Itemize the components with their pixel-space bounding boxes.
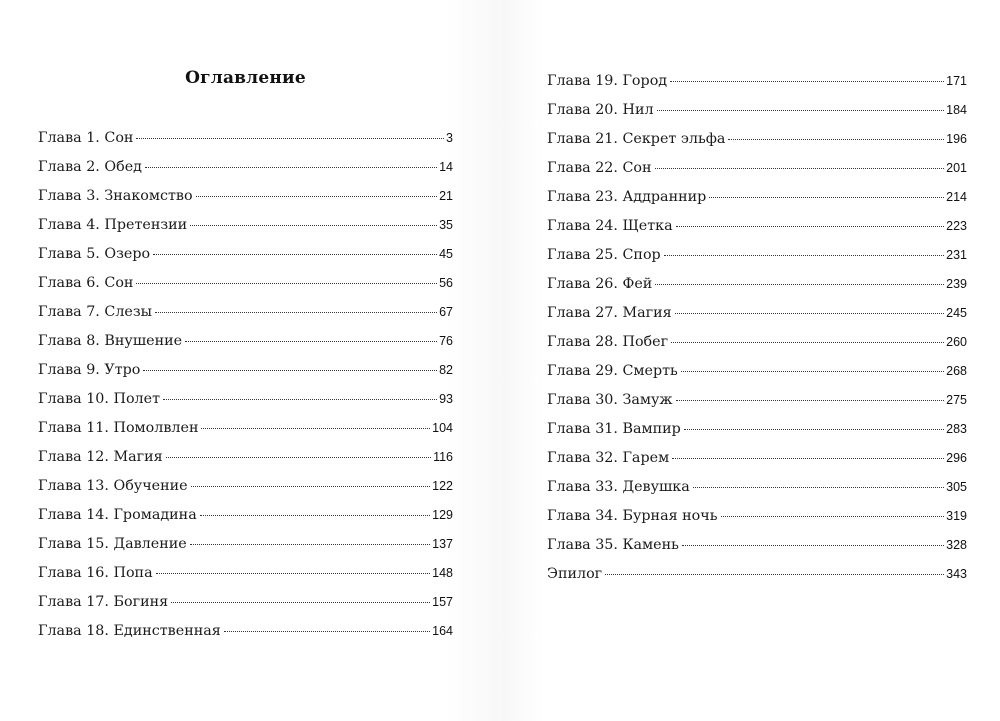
dot-leader (190, 211, 437, 226)
dot-leader (196, 182, 438, 197)
toc-entry (547, 128, 967, 157)
dot-leader (672, 444, 944, 459)
toc-entry-label: Глава 30. Замуж (547, 392, 673, 408)
dot-leader (145, 153, 437, 168)
toc-entry (547, 186, 967, 215)
toc-entry-label: Глава 27. Магия (547, 305, 672, 321)
toc-entry-page: 184 (946, 103, 967, 117)
toc-entry (38, 562, 453, 591)
toc-entry (38, 214, 453, 243)
toc-entry-label: Глава 17. Богиня (38, 594, 169, 610)
dot-leader (664, 241, 944, 256)
toc-entry-page: 214 (946, 190, 967, 204)
toc-entry (547, 476, 967, 505)
toc-entry (38, 185, 453, 214)
toc-entry (547, 99, 967, 128)
toc-entry (38, 620, 453, 649)
toc-entry-label: Глава 16. Попа (38, 565, 153, 581)
toc-entry-label: Глава 18. Единственная (38, 623, 221, 639)
toc-entry-label: Глава 2. Обед (38, 159, 142, 175)
toc-entry-page: 245 (946, 306, 967, 320)
dot-leader (201, 414, 430, 429)
toc-entry-label: Глава 19. Город (547, 73, 668, 89)
toc-entry-page: 171 (946, 74, 967, 88)
toc-entry (38, 504, 453, 533)
toc-entry-label: Глава 25. Спор (547, 247, 661, 263)
right-page (505, 0, 1000, 721)
dot-leader (166, 443, 431, 458)
toc-entry-label: Глава 5. Озеро (38, 246, 151, 262)
toc-entry-label: Глава 34. Бурная ночь (547, 508, 718, 524)
toc-entry (547, 389, 967, 418)
toc-entry-label: Глава 9. Утро (38, 362, 141, 378)
toc-entry-label: Глава 23. Аддраннир (547, 189, 707, 205)
toc-entry-page: 137 (432, 537, 453, 551)
toc-entry-page: 268 (946, 364, 967, 378)
toc-entry-page: 283 (946, 422, 967, 436)
toc-entry-label: Глава 13. Обучение (38, 478, 188, 494)
toc-entry (38, 156, 453, 185)
dot-leader (693, 473, 944, 488)
toc-entry-label: Глава 11. Помолвлен (38, 420, 199, 436)
toc-entry-page: 122 (432, 479, 453, 493)
toc-entry-label: Глава 12. Магия (38, 449, 163, 465)
dot-leader (655, 270, 944, 285)
toc-entry (547, 273, 967, 302)
toc-entry-page: 35 (439, 218, 453, 232)
toc-entry-label: Глава 14. Громадина (38, 507, 197, 523)
toc-entry-page: 129 (432, 508, 453, 522)
dot-leader (684, 415, 944, 430)
dot-leader (709, 183, 944, 198)
dot-leader (224, 617, 430, 632)
dot-leader (728, 125, 944, 140)
toc-entry-page: 223 (946, 219, 967, 233)
dot-leader (190, 530, 430, 545)
toc-entry-page: 14 (439, 160, 453, 174)
toc-entry (547, 505, 967, 534)
dot-leader (671, 328, 944, 343)
toc-entry-page: 21 (439, 189, 453, 203)
toc-entry (38, 272, 453, 301)
dot-leader (185, 327, 437, 342)
dot-leader (155, 298, 437, 313)
toc-entry-label: Глава 8. Внушение (38, 333, 183, 349)
toc-entry-label: Глава 24. Щетка (547, 218, 673, 234)
toc-title: Оглавление (185, 68, 306, 88)
dot-leader (156, 559, 431, 574)
toc-entry-page: 45 (439, 247, 453, 261)
dot-leader (721, 502, 945, 517)
toc-entry-label: Глава 10. Полет (38, 391, 160, 407)
toc-entry-page: 67 (439, 305, 453, 319)
dot-leader (657, 96, 945, 111)
toc-entry-page: 201 (946, 161, 967, 175)
toc-entry-page: 104 (432, 421, 453, 435)
toc-entry-label: Глава 4. Претензии (38, 217, 188, 233)
dot-leader (682, 531, 944, 546)
toc-entry (547, 418, 967, 447)
toc-entry-page: 296 (946, 451, 967, 465)
toc-entry-label: Глава 22. Сон (547, 160, 652, 176)
dot-leader (191, 472, 430, 487)
toc-entry (547, 331, 967, 360)
dot-leader (655, 154, 945, 169)
toc-entry (38, 243, 453, 272)
toc-entry-page: 328 (946, 538, 967, 552)
dot-leader (136, 124, 444, 139)
toc-entry-page: 3 (446, 131, 453, 145)
dot-leader (136, 269, 437, 284)
toc-entry-page: 93 (439, 392, 453, 406)
toc-entry-page: 116 (433, 450, 453, 464)
toc-entry-label: Глава 28. Побег (547, 334, 669, 350)
toc-entry-label: Глава 35. Камень (547, 537, 679, 553)
toc-entry (38, 475, 453, 504)
toc-entry (547, 215, 967, 244)
toc-entry (547, 534, 967, 563)
toc-entry-epilogue (547, 563, 967, 592)
toc-entry-label: Глава 26. Фей (547, 276, 653, 292)
dot-leader (676, 212, 945, 227)
toc-entry-label: Глава 20. Нил (547, 102, 654, 118)
toc-entry-label: Глава 33. Девушка (547, 479, 690, 495)
toc-entry (38, 446, 453, 475)
dot-leader (681, 357, 944, 372)
dot-leader (670, 67, 944, 82)
toc-entry-page: 157 (432, 595, 453, 609)
toc-entry-page: 82 (439, 363, 453, 377)
toc-entry-label: Глава 6. Сон (38, 275, 134, 291)
dot-leader (200, 501, 430, 516)
toc-entry-page: 148 (432, 566, 453, 580)
toc-entry-page: 76 (439, 334, 453, 348)
toc-entry (547, 302, 967, 331)
toc-entry (38, 330, 453, 359)
toc-entry (38, 591, 453, 620)
toc-entry (38, 533, 453, 562)
toc-entry-label: Глава 21. Секрет эльфа (547, 131, 726, 147)
toc-entry (547, 244, 967, 273)
dot-leader (163, 385, 437, 400)
toc-list-right (547, 70, 967, 592)
toc-entry-page: 231 (946, 248, 967, 262)
toc-entry (38, 388, 453, 417)
toc-entry-label: Глава 1. Сон (38, 130, 134, 146)
toc-entry-page: 196 (946, 132, 967, 146)
toc-entry (38, 417, 453, 446)
toc-entry-page: 56 (439, 276, 453, 290)
toc-list-left (38, 127, 453, 649)
toc-entry (547, 447, 967, 476)
dot-leader (605, 560, 944, 575)
toc-entry (38, 301, 453, 330)
dot-leader (143, 356, 437, 371)
toc-entry-label: Глава 3. Знакомство (38, 188, 193, 204)
toc-entry (38, 127, 453, 156)
toc-entry-label: Глава 31. Вампир (547, 421, 681, 437)
toc-entry-page: 305 (946, 480, 967, 494)
toc-entry-page: 239 (946, 277, 967, 291)
dot-leader (153, 240, 437, 255)
toc-entry-label: Глава 29. Смерть (547, 363, 678, 379)
toc-entry-page: 343 (946, 567, 967, 581)
toc-entry (547, 360, 967, 389)
toc-entry (38, 359, 453, 388)
toc-entry (547, 157, 967, 186)
toc-entry-page: 319 (946, 509, 967, 523)
dot-leader (676, 386, 945, 401)
dot-leader (171, 588, 430, 603)
dot-leader (675, 299, 944, 314)
toc-entry-label: Глава 7. Слезы (38, 304, 153, 320)
toc-entry-label: Эпилог (547, 566, 603, 582)
toc-entry-label: Глава 15. Давление (38, 536, 187, 552)
toc-entry-label: Глава 32. Гарем (547, 450, 670, 466)
toc-entry-page: 260 (946, 335, 967, 349)
toc-entry-page: 164 (432, 624, 453, 638)
toc-entry (547, 70, 967, 99)
toc-entry-page: 275 (946, 393, 967, 407)
